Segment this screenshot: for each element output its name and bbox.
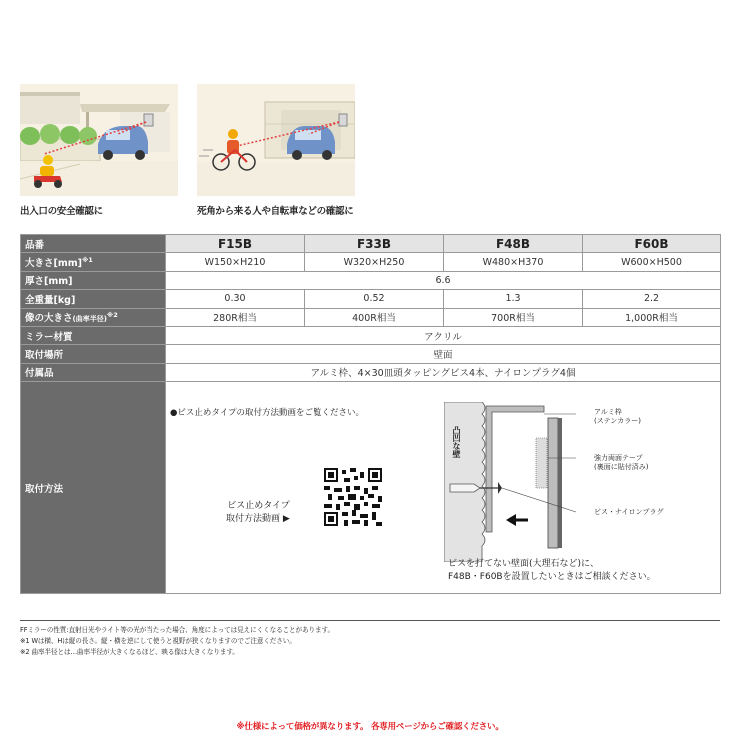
- weight-row: [21, 290, 721, 308]
- weight-f48b: 1.3: [444, 290, 583, 308]
- location-row: [21, 345, 721, 363]
- material-value: アクリル: [166, 326, 721, 344]
- image-size-f15b: 280R相当: [166, 308, 305, 326]
- qr-code-icon[interactable]: [324, 468, 382, 526]
- note-2: ※2 曲率半径とは…曲率半径が大きくなるほど、映る像は大きくなります。: [20, 648, 239, 656]
- note-1: ※1 Wは横、Hは縦の長さ。縦・横を逆にして使うと視野が狭くなりますのでご注意ください。: [20, 637, 296, 645]
- install-row: [21, 382, 721, 594]
- screw-label: ビス・ナイロンプラグ: [594, 508, 664, 517]
- thickness-label: 厚さ[mm]: [21, 271, 166, 289]
- material-row: [21, 326, 721, 344]
- image-size-f60b: 1,000R相当: [583, 308, 721, 326]
- model-f48b: F48B: [444, 235, 583, 253]
- spec-table: [20, 234, 721, 594]
- image-size-row: [21, 308, 721, 326]
- location-label: 取付場所: [21, 345, 166, 363]
- installation-diagram: [444, 402, 584, 562]
- accessories-label: 付属品: [21, 363, 166, 381]
- thickness-row: [21, 271, 721, 289]
- accessories-value: アルミ枠、4×30皿頭タッピングビス4本、ナイロンプラグ4個: [166, 363, 721, 381]
- wall-label: 凸凹な壁: [452, 426, 461, 459]
- thickness-value: 6.6: [166, 271, 721, 289]
- image-size-label: 像の大きさ(曲率半径)$^{※2}$: [21, 308, 166, 326]
- material-label: ミラー材質: [21, 326, 166, 344]
- illustration-driveway: [20, 84, 178, 196]
- weight-f60b: 2.2: [583, 290, 721, 308]
- tape-label: 強力両面テープ (裏面に貼付済み): [594, 454, 649, 472]
- size-label: 大きさ[mm]$^{※1}$: [21, 253, 166, 271]
- weight-f33b: 0.52: [305, 290, 444, 308]
- size-f15b: W150×H210: [166, 253, 305, 271]
- caption-driveway: 出入口の安全確認に: [20, 206, 103, 217]
- illustration-blind-spot: [197, 84, 355, 196]
- model-f33b: F33B: [305, 235, 444, 253]
- qr-label: ビス止めタイプ 取付方法動画 ▶: [226, 501, 290, 525]
- weight-f15b: 0.30: [166, 290, 305, 308]
- image-size-f33b: 400R相当: [305, 308, 444, 326]
- model-f15b: F15B: [166, 235, 305, 253]
- install-cell: [166, 382, 721, 594]
- image-size-f48b: 700R相当: [444, 308, 583, 326]
- size-row: [21, 253, 721, 271]
- accessories-row: [21, 363, 721, 381]
- model-f60b: F60B: [583, 235, 721, 253]
- size-f60b: W600×H500: [583, 253, 721, 271]
- weight-label: 全重量[kg]: [21, 290, 166, 308]
- frame-label: アルミ枠 (ステンカラー): [594, 408, 641, 426]
- size-f33b: W320×H250: [305, 253, 444, 271]
- note-property: FFミラーの性質:直射日光やライト等の光が当たった場合、角度によっては見えにくくなることがあります。: [20, 626, 334, 634]
- caption-blind-spot: 死角から来る人や自転車などの確認に: [197, 206, 354, 217]
- install-warning: ビスを打てない壁面(大理石など)に、 F48B・F60Bを設置したいときはご相談ください。: [448, 559, 656, 583]
- notes-divider: [20, 620, 720, 621]
- size-f48b: W480×H370: [444, 253, 583, 271]
- model-header-label: 品番: [21, 235, 166, 253]
- install-label: 取付方法: [21, 382, 166, 594]
- price-footer-note: ※仕様によって価格が異なります。 各専用ページからご確認ください。: [236, 722, 504, 732]
- install-video-note: ●ビス止めタイプの取付方法動画をご覧ください。: [170, 408, 364, 419]
- location-value: 壁面: [166, 345, 721, 363]
- model-row: [21, 235, 721, 253]
